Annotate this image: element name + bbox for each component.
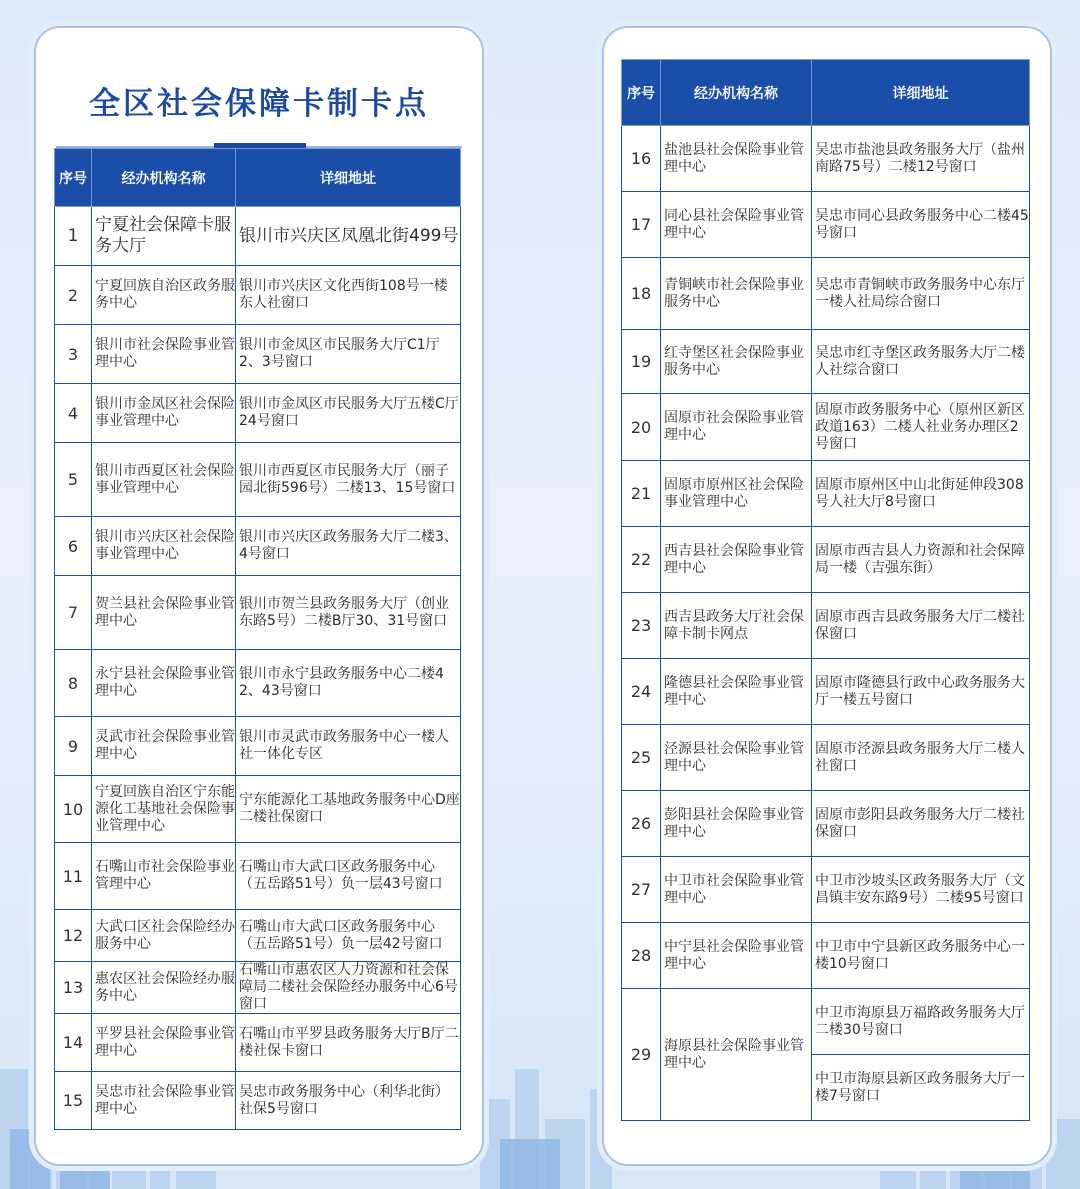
row-addr: 银川市兴庆区政务服务大厅二楼3、4号窗口 xyxy=(236,517,461,576)
table-row xyxy=(55,517,461,576)
table-row xyxy=(55,576,461,650)
table-row xyxy=(55,717,461,776)
header-seq: 序号 xyxy=(622,60,661,126)
row-seq: 1 xyxy=(55,207,92,266)
row-seq: 22 xyxy=(622,527,661,593)
row-org: 宁夏回族自治区政务服务中心 xyxy=(92,266,236,325)
row-seq: 3 xyxy=(55,325,92,384)
row-addr: 吴忠市政务服务中心（利华北街）社保5号窗口 xyxy=(236,1072,461,1130)
row-org: 彭阳县社会保险事业管理中心 xyxy=(661,791,812,857)
table-row xyxy=(55,266,461,325)
table-row xyxy=(622,725,1030,791)
row-addr: 吴忠市青铜峡市政务服务中心东厅一楼人社局综合窗口 xyxy=(812,258,1030,330)
table-row xyxy=(55,962,461,1014)
row-seq: 7 xyxy=(55,576,92,650)
table-row xyxy=(55,325,461,384)
row-addr: 中卫市海原县万福路政务服务大厅二楼30号窗口 xyxy=(812,989,1030,1055)
row-addr: 固原市原州区中山北街延伸段308号人社大厅8号窗口 xyxy=(812,461,1030,527)
row-org: 宁夏回族自治区宁东能源化工基地社会保险事业管理中心 xyxy=(92,776,236,843)
table-row xyxy=(55,650,461,717)
table-row xyxy=(622,593,1030,659)
row-seq: 5 xyxy=(55,443,92,517)
row-addr: 固原市彭阳县政务服务大厅二楼社保窗口 xyxy=(812,791,1030,857)
row-org: 青铜峡市社会保险事业服务中心 xyxy=(661,258,812,330)
row-seq: 15 xyxy=(55,1072,92,1130)
row-seq: 14 xyxy=(55,1014,92,1072)
table-row xyxy=(55,1072,461,1130)
row-seq: 2 xyxy=(55,266,92,325)
header-seq: 序号 xyxy=(55,149,92,207)
row-seq: 4 xyxy=(55,384,92,443)
row-org: 海原县社会保险事业管理中心 xyxy=(661,989,812,1121)
row-seq: 29 xyxy=(622,989,661,1121)
table-row xyxy=(55,443,461,517)
row-addr: 石嘴山市平罗县政务服务大厅B厅二楼社保卡窗口 xyxy=(236,1014,461,1072)
header-addr: 详细地址 xyxy=(812,60,1030,126)
row-addr: 银川市金凤区市民服务大厅C1厅2、3号窗口 xyxy=(236,325,461,384)
row-addr: 石嘴山市惠农区人力资源和社会保障局二楼社会保险经办服务中心6号窗口 xyxy=(236,962,461,1014)
row-org: 惠农区社会保险经办服务中心 xyxy=(92,962,236,1014)
table-row xyxy=(55,207,461,266)
row-org: 西吉县政务大厅社会保障卡制卡网点 xyxy=(661,593,812,659)
table-row xyxy=(55,384,461,443)
row-addr: 银川市兴庆区文化西街108号一楼东人社窗口 xyxy=(236,266,461,325)
row-seq: 12 xyxy=(55,910,92,962)
table-header-row xyxy=(622,60,1030,126)
row-org: 西吉县社会保险事业管理中心 xyxy=(661,527,812,593)
right-table xyxy=(621,59,1030,1121)
row-org: 宁夏社会保障卡服务大厅 xyxy=(92,207,236,266)
row-addr: 吴忠市同心县政务服务中心二楼45号窗口 xyxy=(812,192,1030,258)
row-org: 中卫市社会保险事业管理中心 xyxy=(661,857,812,923)
row-seq: 19 xyxy=(622,330,661,394)
row-addr: 吴忠市红寺堡区政务服务大厅二楼人社综合窗口 xyxy=(812,330,1030,394)
row-org: 中宁县社会保险事业管理中心 xyxy=(661,923,812,989)
row-addr: 固原市西吉县政务服务大厅二楼社保窗口 xyxy=(812,593,1030,659)
row-org: 盐池县社会保险事业管理中心 xyxy=(661,126,812,192)
row-org: 银川市社会保险事业管理中心 xyxy=(92,325,236,384)
table-row xyxy=(622,923,1030,989)
row-seq: 28 xyxy=(622,923,661,989)
page-title: 全区社会保障卡制卡点 xyxy=(89,86,429,122)
row-seq: 8 xyxy=(55,650,92,717)
row-seq: 21 xyxy=(622,461,661,527)
table-row xyxy=(622,857,1030,923)
row-seq: 10 xyxy=(55,776,92,843)
table-row xyxy=(55,843,461,910)
row-org: 红寺堡区社会保险事业服务中心 xyxy=(661,330,812,394)
table-row xyxy=(55,1014,461,1072)
row-org: 隆德县社会保险事业管理中心 xyxy=(661,659,812,725)
table-row xyxy=(622,192,1030,258)
left-table xyxy=(54,148,461,1130)
row-seq: 20 xyxy=(622,394,661,461)
row-org: 平罗县社会保险事业管理中心 xyxy=(92,1014,236,1072)
table-row xyxy=(622,659,1030,725)
row-seq: 13 xyxy=(55,962,92,1014)
row-addr: 固原市政务服务中心（原州区新区政道163）二楼人社业务办理区2号窗口 xyxy=(812,394,1030,461)
table-row xyxy=(622,330,1030,394)
row-seq: 11 xyxy=(55,843,92,910)
table-row xyxy=(622,527,1030,593)
row-addr: 银川市金凤区市民服务大厅五楼C厅24号窗口 xyxy=(236,384,461,443)
table-row xyxy=(622,989,1030,1055)
row-org: 吴忠市社会保险事业管理中心 xyxy=(92,1072,236,1130)
row-addr: 宁东能源化工基地政务服务中心D座二楼社保窗口 xyxy=(236,776,461,843)
row-org: 固原市社会保险事业管理中心 xyxy=(661,394,812,461)
row-addr: 银川市西夏区市民服务大厅（丽子园北街596号）二楼13、15号窗口 xyxy=(236,443,461,517)
table-row xyxy=(622,258,1030,330)
row-addr: 石嘴山市大武口区政务服务中心（五岳路51号）负一层43号窗口 xyxy=(236,843,461,910)
table-row xyxy=(55,910,461,962)
row-addr: 银川市永宁县政务服务中心二楼42、43号窗口 xyxy=(236,650,461,717)
row-org: 石嘴山市社会保险事业管理中心 xyxy=(92,843,236,910)
row-seq: 18 xyxy=(622,258,661,330)
row-addr: 银川市灵武市政务服务中心一楼人社一体化专区 xyxy=(236,717,461,776)
table-header-row xyxy=(55,149,461,207)
header-org: 经办机构名称 xyxy=(661,60,812,126)
row-org: 灵武市社会保险事业管理中心 xyxy=(92,717,236,776)
row-addr: 中卫市中宁县新区政务服务中心一楼10号窗口 xyxy=(812,923,1030,989)
row-seq: 25 xyxy=(622,725,661,791)
row-org: 大武口区社会保险经办服务中心 xyxy=(92,910,236,962)
table-row xyxy=(622,791,1030,857)
row-seq: 23 xyxy=(622,593,661,659)
row-org: 银川市西夏区社会保险事业管理中心 xyxy=(92,443,236,517)
row-org: 贺兰县社会保险事业管理中心 xyxy=(92,576,236,650)
row-seq: 27 xyxy=(622,857,661,923)
row-addr: 中卫市沙坡头区政务服务大厅（文昌镇丰安东路9号）二楼95号窗口 xyxy=(812,857,1030,923)
header-org: 经办机构名称 xyxy=(92,149,236,207)
row-addr: 银川市兴庆区凤凰北街499号 xyxy=(236,207,461,266)
row-seq: 6 xyxy=(55,517,92,576)
row-addr: 银川市贺兰县政务服务大厅（创业东路5号）二楼B厅30、31号窗口 xyxy=(236,576,461,650)
table-row xyxy=(622,126,1030,192)
table-row xyxy=(55,776,461,843)
row-seq: 17 xyxy=(622,192,661,258)
row-seq: 9 xyxy=(55,717,92,776)
row-addr: 中卫市海原县新区政务服务大厅一楼7号窗口 xyxy=(812,1055,1030,1121)
row-addr: 固原市西吉县人力资源和社会保障局一楼（吉强东街） xyxy=(812,527,1030,593)
table-row xyxy=(622,461,1030,527)
row-addr: 石嘴山市大武口区政务服务中心（五岳路51号）负一层42号窗口 xyxy=(236,910,461,962)
row-org: 银川市金凤区社会保险事业管理中心 xyxy=(92,384,236,443)
row-org: 银川市兴庆区社会保险事业管理中心 xyxy=(92,517,236,576)
header-addr: 详细地址 xyxy=(236,149,461,207)
row-addr: 固原市隆德县行政中心政务服务大厅一楼五号窗口 xyxy=(812,659,1030,725)
table-row xyxy=(622,394,1030,461)
row-addr: 固原市泾源县政务服务大厅二楼人社窗口 xyxy=(812,725,1030,791)
row-org: 固原市原州区社会保险事业管理中心 xyxy=(661,461,812,527)
row-org: 永宁县社会保险事业管理中心 xyxy=(92,650,236,717)
row-addr: 吴忠市盐池县政务服务大厅（盐州南路75号）二楼12号窗口 xyxy=(812,126,1030,192)
row-seq: 26 xyxy=(622,791,661,857)
row-org: 泾源县社会保险事业管理中心 xyxy=(661,725,812,791)
row-seq: 24 xyxy=(622,659,661,725)
row-seq: 16 xyxy=(622,126,661,192)
row-org: 同心县社会保险事业管理中心 xyxy=(661,192,812,258)
